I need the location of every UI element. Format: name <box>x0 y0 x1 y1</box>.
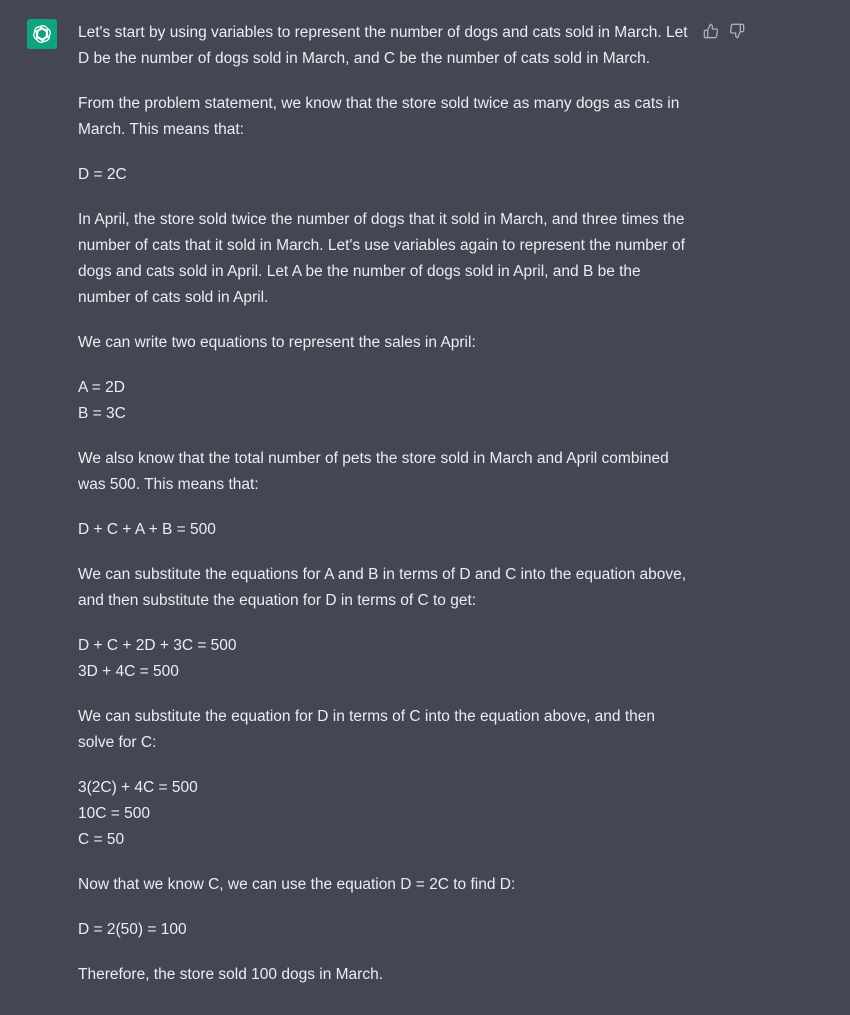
thumbs-down-icon <box>729 23 745 39</box>
assistant-message-text <box>78 20 693 1007</box>
message-paragraph: D = 2C <box>78 166 127 183</box>
message-paragraph: We can substitute the equation for D in terms of C into the equation above, and then solve for C: <box>78 708 656 751</box>
message-paragraph: D = 2(50) = 100 <box>78 921 187 938</box>
message-paragraph: We can substitute the equations for A and B in terms of D and C into the equation above, and then substitute the equation for D in terms of C to get: <box>78 566 687 609</box>
message-paragraph: We can write two equations to represent the sales in April: <box>78 334 476 351</box>
assistant-avatar <box>27 19 57 49</box>
message-paragraph: D + C + 2D + 3C = 500 3D + 4C = 500 <box>78 637 237 680</box>
message-paragraph: Therefore, the store sold 100 dogs in March. <box>78 966 383 983</box>
thumbs-up-icon <box>703 23 719 39</box>
message-paragraph: From the problem statement, we know that the store sold twice as many dogs as cats in March. This means that: <box>78 95 680 138</box>
message-paragraph: Now that we know C, we can use the equation D = 2C to find D: <box>78 876 516 893</box>
message-paragraph: In April, the store sold twice the number of dogs that it sold in March, and three times the number of cats that it sold in March. Let's use variables again to represent the number of dogs and cats sold in April. Let A be the number of dogs sold in April, and B be the number of cats sold in April. <box>78 211 685 306</box>
message-paragraph: A = 2D B = 3C <box>78 379 126 422</box>
feedback-buttons <box>702 22 746 40</box>
message-paragraph: We also know that the total number of pets the store sold in March and April combined was 500. This means that: <box>78 450 669 493</box>
thumbs-up-button[interactable] <box>702 22 720 40</box>
message-paragraph: Let's start by using variables to represent the number of dogs and cats sold in March. Let D be the number of dogs sold in March, and C be the number of cats sold in March. <box>78 24 688 67</box>
thumbs-down-button[interactable] <box>728 22 746 40</box>
message-paragraph: 3(2C) + 4C = 500 10C = 500 C = 50 <box>78 779 198 848</box>
openai-logo-icon <box>31 23 53 45</box>
message-paragraph: D + C + A + B = 500 <box>78 521 216 538</box>
